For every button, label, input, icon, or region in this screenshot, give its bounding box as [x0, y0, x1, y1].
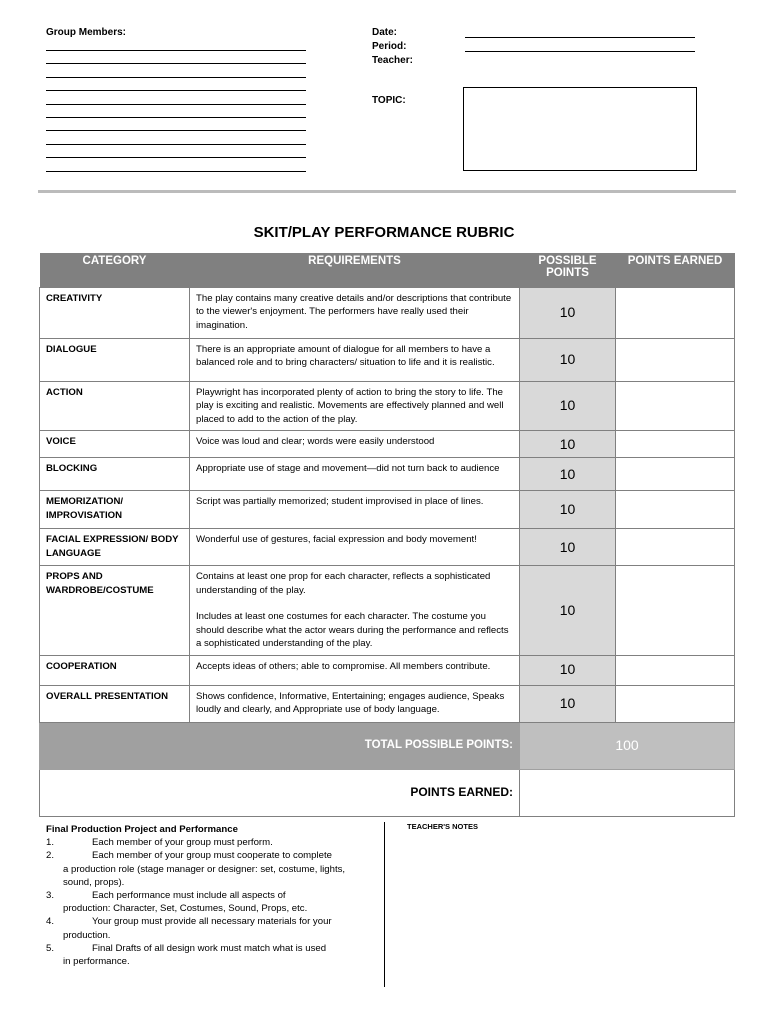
possible-points-cell: 10	[520, 458, 616, 491]
requirements-cell: Contains at least one prop for each character, reflects a sophisticated understanding of the play. Includes at least one costumes for each character. The costume you should describe what the actor wears during the performance and reflects a sophisticated understanding of the play.	[190, 566, 520, 655]
table-row	[40, 458, 735, 491]
list-item	[46, 889, 376, 915]
list-item-continuation: a production role (stage manager or designer: set, costume, lights, sound, props).	[63, 863, 346, 888]
final-project-title: Final Production Project and Performance	[46, 824, 238, 835]
table-row	[40, 491, 735, 529]
requirements-cell: The play contains many creative details and/or descriptions that contribute to the viewer's enjoyment. The performers have really used their imagination.	[190, 288, 520, 339]
period-line[interactable]	[465, 51, 695, 52]
table-row	[40, 288, 735, 339]
header-possible-points: POSSIBLE POINTS	[520, 253, 616, 288]
requirements-cell: Shows confidence, Informative, Entertaining; engages audience, Speaks loudly and clearly, and Appropriate use of body language.	[190, 685, 520, 722]
possible-points-cell: 10	[520, 566, 616, 655]
table-row	[40, 431, 735, 458]
points-earned-cell[interactable]	[616, 529, 735, 566]
category-cell: FACIAL EXPRESSION/ BODY LANGUAGE	[40, 529, 190, 566]
group-member-line[interactable]	[46, 171, 306, 172]
list-item-text: Final Drafts of all design work must match what is used	[92, 942, 327, 954]
table-row	[40, 529, 735, 566]
date-label: Date:	[372, 27, 398, 38]
possible-points-cell: 10	[520, 491, 616, 529]
points-earned-cell[interactable]	[616, 655, 735, 685]
possible-points-cell: 10	[520, 431, 616, 458]
category-cell: PROPS AND WARDROBE/COSTUME	[40, 566, 190, 655]
points-earned-total-field[interactable]	[520, 769, 735, 816]
total-row	[40, 722, 735, 769]
date-line[interactable]	[465, 37, 695, 38]
points-earned-label: POINTS EARNED:	[40, 769, 520, 816]
points-earned-cell[interactable]	[616, 491, 735, 529]
header-category: CATEGORY	[40, 253, 190, 288]
points-earned-cell[interactable]	[616, 431, 735, 458]
possible-points-cell: 10	[520, 685, 616, 722]
teacher-label: Teacher:	[372, 55, 413, 66]
possible-points-cell: 10	[520, 655, 616, 685]
header-points-earned: POINTS EARNED	[616, 253, 735, 288]
category-cell: BLOCKING	[40, 458, 190, 491]
list-item-number: 4.	[46, 916, 55, 928]
list-item	[46, 942, 376, 968]
table-row	[40, 339, 735, 382]
category-cell: VOICE	[40, 431, 190, 458]
list-item-number: 5.	[46, 942, 55, 954]
possible-points-cell: 10	[520, 288, 616, 339]
category-cell: DIALOGUE	[40, 339, 190, 382]
possible-points-cell: 10	[520, 529, 616, 566]
list-item-continuation: in performance.	[63, 956, 130, 968]
table-row	[40, 566, 735, 655]
list-item	[46, 915, 376, 941]
requirements-cell: There is an appropriate amount of dialogue for all members to have a balanced role and to bring characters/ situation to life and it is realistic.	[190, 339, 520, 382]
requirements-cell: Script was partially memorized; student improvised in place of lines.	[190, 491, 520, 529]
category-cell: CREATIVITY	[40, 288, 190, 339]
points-earned-cell[interactable]	[616, 458, 735, 491]
topic-box[interactable]	[463, 87, 697, 171]
list-item	[46, 849, 376, 889]
points-earned-cell[interactable]	[616, 339, 735, 382]
group-members-label: Group Members:	[46, 27, 127, 38]
requirements-cell: Accepts ideas of others; able to compromise. All members contribute.	[190, 655, 520, 685]
list-item-text: Each member of your group must perform.	[92, 837, 273, 849]
category-cell: ACTION	[40, 382, 190, 431]
group-member-line[interactable]	[46, 90, 306, 91]
list-item-number: 1.	[46, 837, 55, 849]
points-earned-cell[interactable]	[616, 566, 735, 655]
group-member-line[interactable]	[46, 117, 306, 118]
points-earned-cell[interactable]	[616, 382, 735, 431]
final-project-section	[46, 823, 376, 968]
list-item-continuation: production.	[63, 929, 111, 941]
requirements-cell: Wonderful use of gestures, facial expression and body movement!	[190, 529, 520, 566]
requirements-cell: Voice was loud and clear; words were easily understood	[190, 431, 520, 458]
header-requirements: REQUIREMENTS	[190, 253, 520, 288]
list-item-continuation: production: Character, Set, Costumes, Sound, Props, etc.	[63, 903, 308, 915]
possible-points-cell: 10	[520, 382, 616, 431]
divider	[38, 190, 736, 193]
group-member-line[interactable]	[46, 63, 306, 64]
list-item-text: Each member of your group must cooperate to complete	[92, 850, 332, 862]
requirements-cell: Appropriate use of stage and movement—did not turn back to audience	[190, 458, 520, 491]
group-member-line[interactable]	[46, 77, 306, 78]
list-item-number: 3.	[46, 890, 55, 902]
page-title: SKIT/PLAY PERFORMANCE RUBRIC	[253, 224, 515, 241]
period-label: Period:	[372, 41, 407, 52]
total-possible-value: 100	[520, 722, 735, 769]
category-cell: OVERALL PRESENTATION	[40, 685, 190, 722]
list-item	[46, 836, 376, 849]
group-member-line[interactable]	[46, 157, 306, 158]
rubric-table	[39, 253, 735, 817]
category-cell: MEMORIZATION/ IMPROVISATION	[40, 491, 190, 529]
points-earned-cell[interactable]	[616, 288, 735, 339]
table-row	[40, 382, 735, 431]
table-row	[40, 685, 735, 722]
topic-label: TOPIC:	[372, 95, 406, 106]
teachers-notes-label: TEACHER'S NOTES	[407, 822, 478, 831]
points-earned-cell[interactable]	[616, 685, 735, 722]
group-member-line[interactable]	[46, 130, 306, 131]
group-member-line[interactable]	[46, 50, 306, 51]
total-possible-label: TOTAL POSSIBLE POINTS:	[40, 722, 520, 769]
category-cell: COOPERATION	[40, 655, 190, 685]
section-divider	[384, 822, 385, 987]
list-item-text: Each performance must include all aspects of	[92, 890, 286, 902]
requirements-cell: Playwright has incorporated plenty of action to bring the story to life. The play is exciting and realistic. Movements are effectively planned and well placed to add to the action of the play.	[190, 382, 520, 431]
possible-points-cell: 10	[520, 339, 616, 382]
earned-row	[40, 769, 735, 816]
list-item-number: 2.	[46, 850, 55, 862]
table-header-row	[40, 253, 735, 288]
group-member-line[interactable]	[46, 144, 306, 145]
group-member-line[interactable]	[46, 104, 306, 105]
table-row	[40, 655, 735, 685]
list-item-text: Your group must provide all necessary materials for your	[92, 916, 332, 928]
